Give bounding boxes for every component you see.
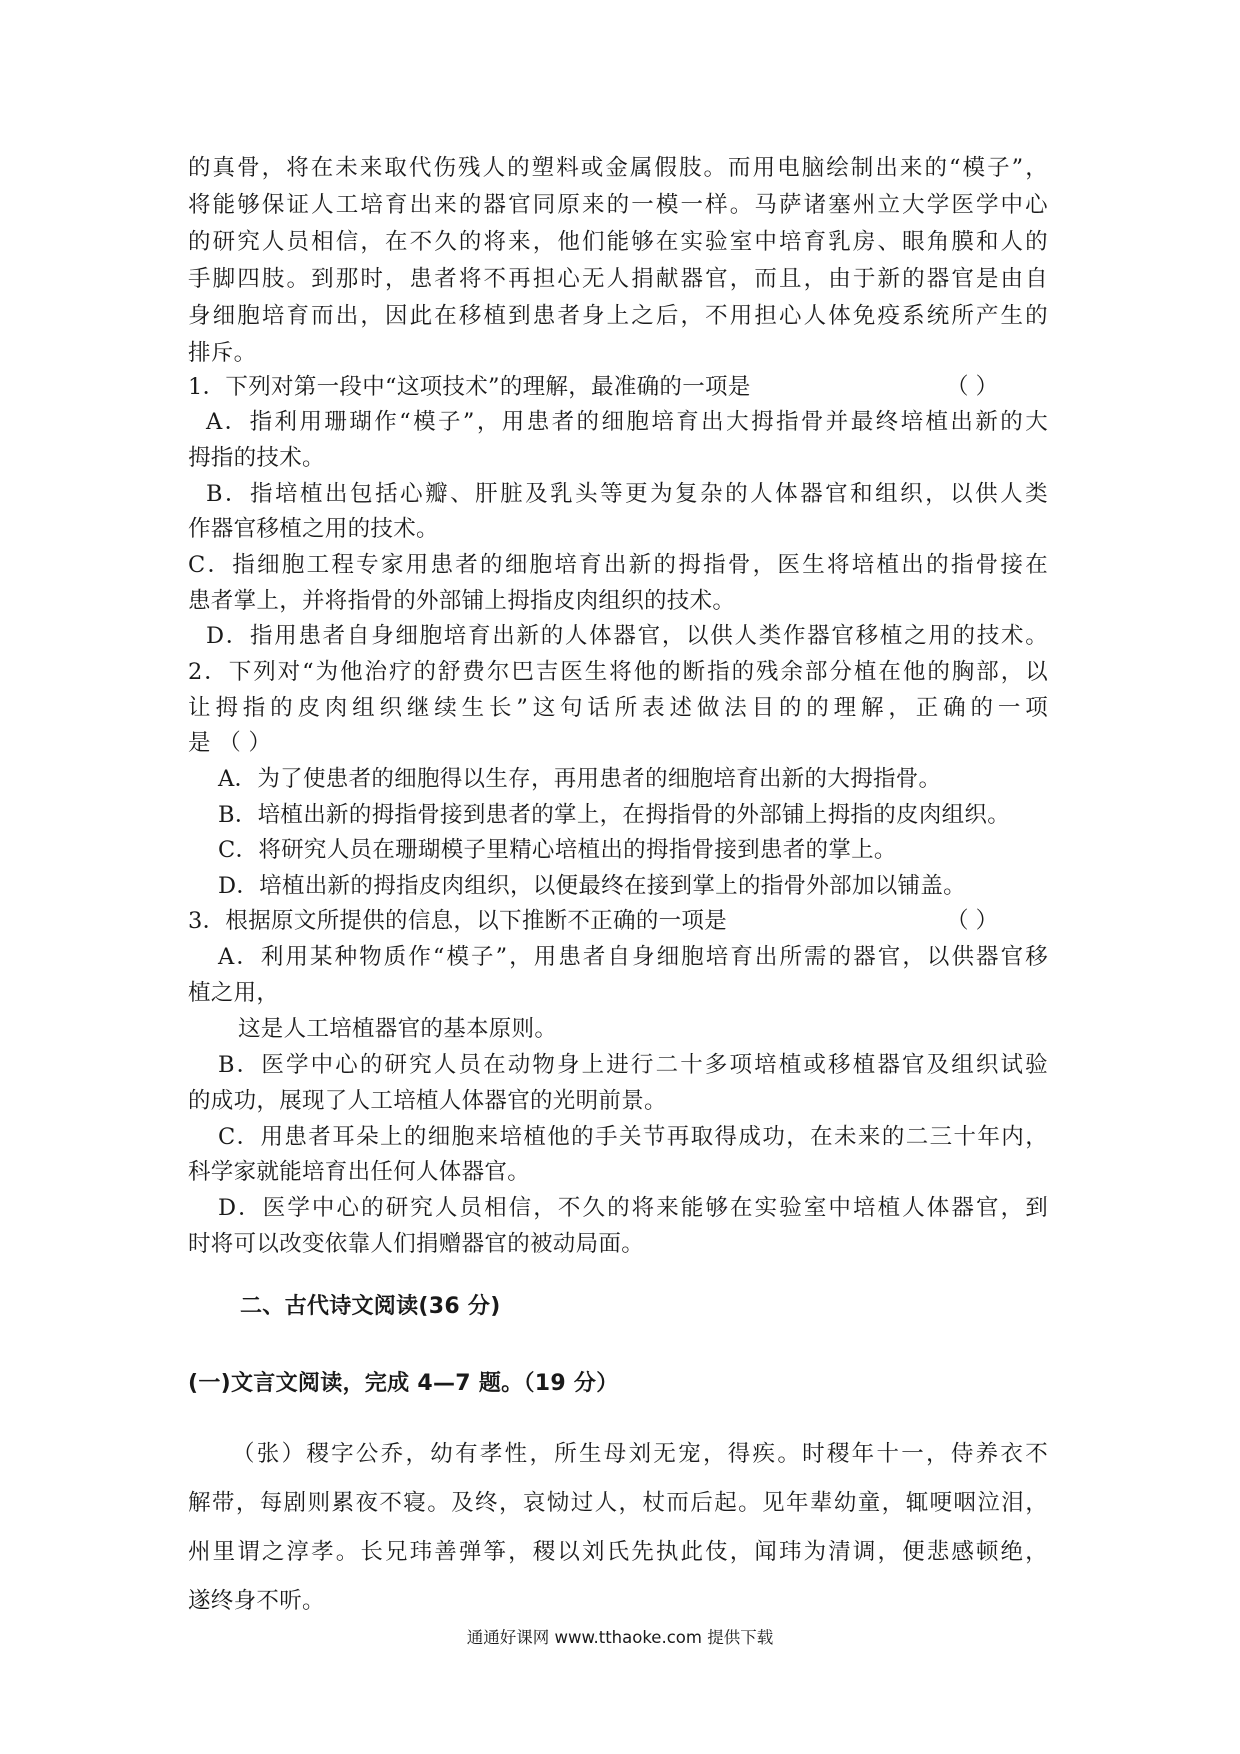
question-2-option-c: C．将研究人员在珊瑚模子里精心培植出的拇指骨接到患者的掌上。 [218, 837, 897, 863]
question-1-option-a-cont: 拇指的技术。 [188, 445, 325, 471]
classical-passage-line-2: 解带，每剧则累夜不寝。及终，哀恸过人，杖而后起。见年辈幼童，辄哽咽泣泪， [188, 1490, 1048, 1516]
question-3-option-c: C．用患者耳朵上的细胞来培植他的手关节再取得成功，在未来的二三十年内， [218, 1124, 1048, 1150]
question-3-option-a-cont: 植之用， [188, 980, 280, 1006]
passage-line-4: 手脚四肢。到那时，患者将不再担心无人捐献器官，而且，由于新的器官是由自 [188, 266, 1048, 292]
question-1-answer-paren: （ ） [946, 374, 999, 400]
classical-passage-line-3: 州里谓之淳孝。长兄玮善弹筝，稷以刘氏先执此伎，闻玮为清调，便悲感顿绝， [188, 1539, 1048, 1565]
question-3-option-b: B．医学中心的研究人员在动物身上进行二十多项培植或移植器官及组织试验 [218, 1052, 1048, 1078]
question-1-option-d: D．指用患者自身细胞培育出新的人体器官，以供人类作器官移植之用的技术。 [206, 623, 1048, 649]
passage-line-6: 排斥。 [188, 340, 257, 366]
section-heading: 二、古代诗文阅读(36 分) [240, 1294, 501, 1319]
question-3-option-a: A．利用某种物质作“模子”，用患者自身细胞培育出所需的器官，以供器官移 [218, 944, 1048, 970]
question-1-option-b: B．指培植出包括心瓣、肝脏及乳头等更为复杂的人体器官和组织，以供人类 [206, 481, 1048, 507]
question-1-stem: 1．下列对第一段中“这项技术”的理解，最准确的一项是 [188, 374, 751, 400]
passage-line-5: 身细胞培育而出，因此在移植到患者身上之后，不用担心人体免疫系统所产生的 [188, 303, 1048, 329]
passage-line-3: 的研究人员相信，在不久的将来，他们能够在实验室中培育乳房、眼角膜和人的 [188, 229, 1048, 255]
question-3-option-b-cont: 的成功，展现了人工培植人体器官的光明前景。 [188, 1088, 667, 1114]
question-1-option-b-cont: 作器官移植之用的技术。 [188, 516, 439, 542]
question-3-option-a-end: 这是人工培植器官的基本原则。 [238, 1016, 558, 1042]
question-2-option-a: A．为了使患者的细胞得以生存，再用患者的细胞培育出新的大拇指骨。 [218, 766, 942, 792]
question-3-option-d-cont: 时将可以改变依靠人们捐赠器官的被动局面。 [188, 1231, 645, 1257]
passage-line-1: 的真骨，将在未来取代伤残人的塑料或金属假肢。而用电脑绘制出来的“模子”， [188, 155, 1048, 181]
passage-line-2: 将能够保证人工培育出来的器官同原来的一模一样。马萨诸塞州立大学医学中心 [188, 192, 1048, 218]
question-2-stem-end: 是 （ ） [188, 730, 272, 756]
question-3-option-c-cont: 科学家就能培育出任何人体器官。 [188, 1159, 531, 1185]
question-2-option-b: B．培植出新的拇指骨接到患者的掌上，在拇指骨的外部铺上拇指的皮肉组织。 [218, 802, 1011, 828]
question-3-option-d: D．医学中心的研究人员相信，不久的将来能够在实验室中培植人体器官，到 [218, 1195, 1048, 1221]
question-1-option-a: A．指利用珊瑚作“模子”，用患者的细胞培育出大拇指骨并最终培植出新的大 [206, 409, 1048, 435]
question-2-option-d: D．培植出新的拇指皮肉组织，以便最终在接到掌上的指骨外部加以铺盖。 [218, 873, 966, 899]
question-2-stem: 2．下列对“为他治疗的舒费尔巴吉医生将他的断指的残余部分植在他的胸部，以 [188, 659, 1048, 685]
question-3-stem: 3．根据原文所提供的信息，以下推断不正确的一项是 [188, 908, 728, 934]
classical-passage-line-4: 遂终身不听。 [188, 1588, 325, 1614]
subsection-heading: (一)文言文阅读，完成 4—7 题。（19 分） [188, 1371, 619, 1396]
question-1-option-c: C．指细胞工程专家用患者的细胞培育出新的拇指骨，医生将培植出的指骨接在 [188, 552, 1048, 578]
page-footer: 通通好课网 www.tthaoke.com 提供下载 [466, 1628, 774, 1647]
question-3-answer-paren: （ ） [946, 908, 999, 934]
classical-passage-line-1: （张）稷字公乔，幼有孝性，所生母刘无宠，得疾。时稷年十一，侍养衣不 [232, 1441, 1048, 1467]
question-2-stem-cont: 让拇指的皮肉组织继续生长”这句话所表述做法目的的理解，正确的一项 [188, 695, 1048, 721]
question-1-option-c-cont: 患者掌上，并将指骨的外部铺上拇指皮肉组织的技术。 [188, 588, 736, 614]
